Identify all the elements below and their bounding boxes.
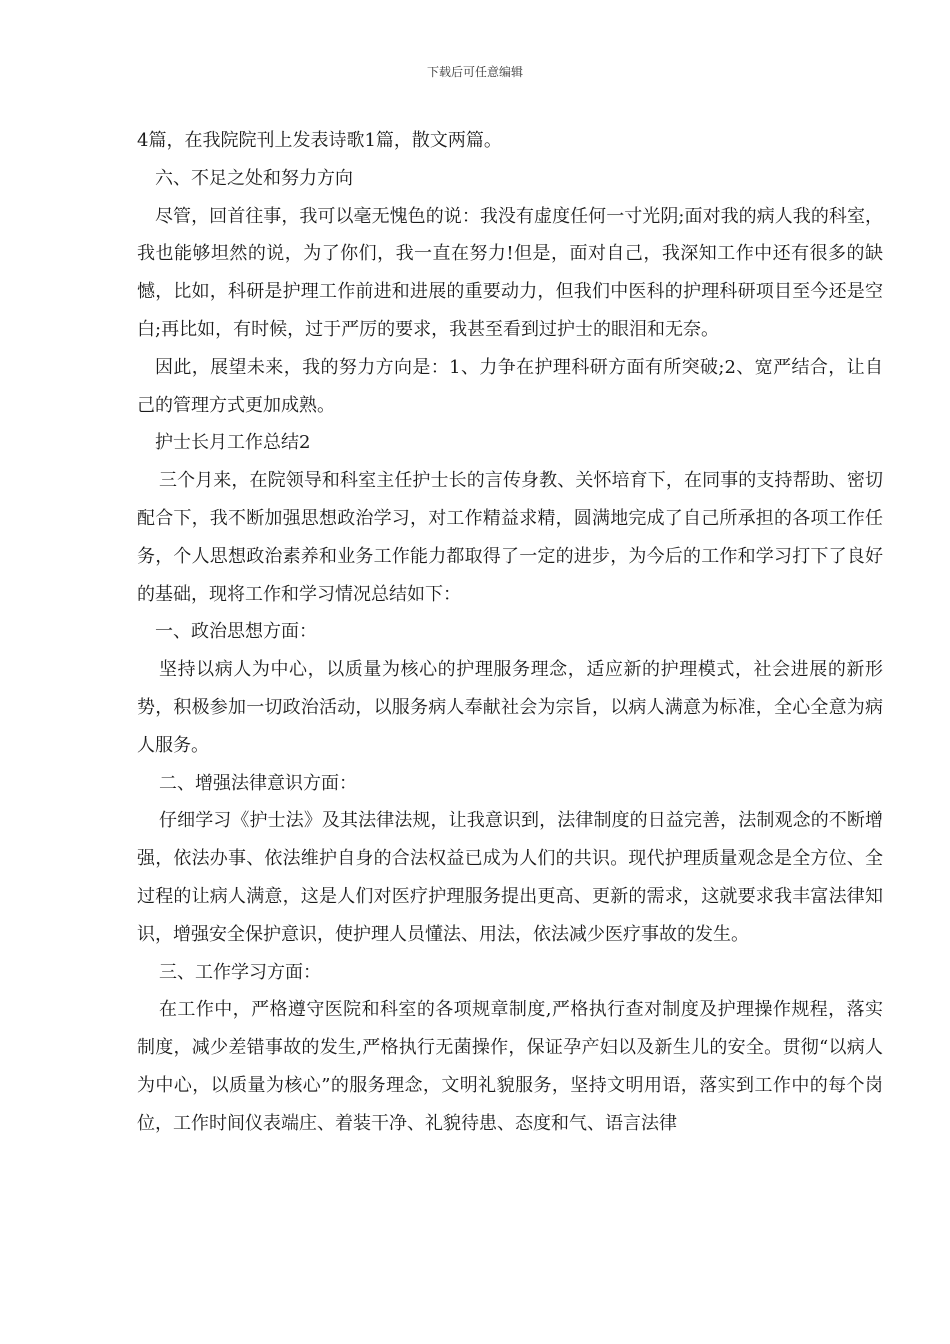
paragraph-work-study: 在工作中，严格遵守医院和科室的各项规章制度,严格执行查对制度及护理操作规程，落实制度，减少差错事故的发生,严格执行无菌操作，保证孕产妇以及新生儿的安全。贯彻“以病人为中心，以质量为核心”的服务理念，文明礼貌服务，坚持文明用语，落实到工作中的每个岗位，工作时间仪表端庄、着装干净、礼貌待患、态度和气、语言法律 — [137, 999, 883, 1134]
document-subtitle: 护士长月工作总结2 — [155, 432, 311, 454]
section-heading-political: 一、政治思想方面： — [155, 621, 317, 643]
section-heading-legal: 二、增强法律意识方面： — [159, 772, 357, 794]
section-heading-shortcomings: 六、不足之处和努力方向 — [155, 167, 353, 189]
section-heading-work-study: 三、工作学习方面： — [159, 961, 321, 983]
paragraph-intro: 三个月来，在院领导和科室主任护士长的言传身教、关怀培育下，在同事的支持帮助、密切配合下，我不断加强思想政治学习，对工作精益求精，圆满地完成了自己所承担的各项工作任务，个人思想政治素养和业务工作能力都取得了一定的进步，为今后的工作和学习打下了良好的基础，现将工作和学习情况总结如下： — [137, 470, 883, 605]
page-header: 下载后可任意编辑 — [426, 65, 523, 79]
document-body — [137, 122, 883, 1143]
paragraph-legal: 仔细学习《护士法》及其法律法规，让我意识到，法律制度的日益完善，法制观念的不断增强，依法办事、依法维护自身的合法权益已成为人们的共识。现代护理质量观念是全方位、全过程的让病人满意，这是人们对医疗护理服务提出更高、更新的需求，这就要求我丰富法律知识，增强安全保护意识，使护理人员懂法、用法，依法减少医疗事故的发生。 — [137, 810, 883, 945]
paragraph-continuation: 4篇，在我院院刊上发表诗歌1篇，散文两篇。 — [137, 130, 502, 151]
paragraph-future-direction: 因此，展望未来，我的努力方向是：1、力争在护理科研方面有所突破;2、宽严结合，让自己的管理方式更加成熟。 — [137, 356, 883, 416]
paragraph-political: 坚持以病人为中心，以质量为核心的护理服务理念，适应新的护理模式，社会进展的新形势，积极参加一切政治活动，以服务病人奉献社会为宗旨，以病人满意为标准，全心全意为病人服务。 — [137, 659, 883, 756]
paragraph-reflection: 尽管，回首往事，我可以毫无愧色的说：我没有虚度任何一寸光阴;面对我的病人我的科室，我也能够坦然的说，为了你们，我一直在努力!但是，面对自己，我深知工作中还有很多的缺憾，比如，科研是护理工作前进和进展的重要动力，但我们中医科的护理科研项目至今还是空白;再比如，有时候，过于严厉的要求，我甚至看到过护士的眼泪和无奈。 — [137, 205, 883, 340]
